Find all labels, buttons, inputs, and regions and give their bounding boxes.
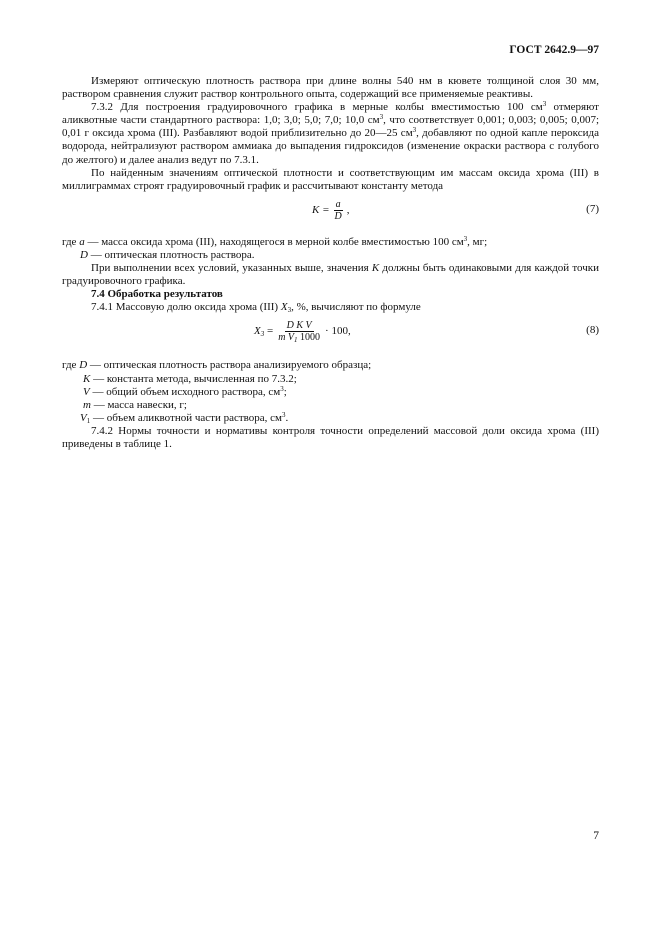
formula-7-fraction: $\frac{a}{D}$ (334, 198, 342, 222)
formula-8: $X_3$ = $\frac{\text{D K V}}{m V_1 1000}$ · 100, (8) (254, 320, 599, 345)
definition-v1: $V_1$ — объем аликвотной части раствора, $см^3$. (80, 410, 289, 425)
formula-7-lhs: K = (312, 203, 330, 216)
paragraph-7-4-2: 7.4.2 Нормы точности и нормативы контроля точности определений массовой доли оксида хрома (III) приведены в таблице 1. (62, 424, 599, 450)
formula-7: K = $\frac{a}{D}$ , (7) (312, 198, 599, 222)
definition-d: где D — оптическая плотность раствора анализируемого образца; (62, 359, 372, 372)
paragraph-7-3-2: 7.3.2 Для построения градуировочного графика в мерные колбы вместимостью 100 $см^3$ отмеряют аликвотные части стандартного раствора: 1,0; 3,0; 5,0; 7,0; 10,0 $см^3$, что соответствует 0,001; 0,003; 0,005; 0,007; 0,01 г оксида хрома (III). Разбавляют водой приблизительно до 20—25 $см^3$, добавляют по одной капле пероксида водорода, нейтрализуют раствором аммиака до выпадения гидроксидов (изменение окраски раствора с голубого до желтого) и далее анализ ведут по 7.3.1. (62, 100, 600, 166)
definition-k: K — константа метода, вычисленная по 7.3.2; (83, 372, 297, 385)
definition-m: m — масса навески, г; (83, 398, 187, 411)
page-content (62, 75, 599, 451)
document-page (62, 0, 599, 936)
paragraph-where-d: D — оптическая плотность раствора. (80, 248, 255, 261)
formula-8-number: (8) (586, 324, 599, 337)
page-number: 7 (593, 830, 599, 842)
symbol-definitions (62, 359, 599, 424)
formula-8-lhs: $X_3$ = (254, 325, 274, 339)
paragraph-conditions: При выполнении всех условий, указанных выше, значения K должны быть одинаковыми для каждой точки градуировочного графика. (62, 262, 600, 288)
doc-code-header: ГОСТ 2642.9—97 (509, 44, 599, 56)
definition-v: V — общий объем исходного раствора, $см^3$; (83, 384, 287, 398)
paragraph-where-a: где a — масса оксида хрома (III), находящегося в мерной колбе вместимостью 100 $см^3$, мг; (62, 234, 488, 248)
formula-7-number: (7) (586, 202, 599, 215)
paragraph-7-4-1: 7.4.1 Массовую долю оксида хрома (III) $X_3$, %, вычисляют по формуле (91, 301, 421, 315)
paragraph-measure: Измеряют оптическую плотность раствора при длине волны 540 нм в кювете толщиной слоя 30 мм, раствором сравнения служит раствор контрольного опыта, содержащий все применяемые реактивы. (62, 75, 599, 101)
section-heading-7-4: 7.4 Обработка результатов (91, 288, 223, 301)
paragraph-constant: По найденным значениям оптической плотности и соответствующим им массам оксида хрома (III) в миллиграммах строят градуировочный график и рассчитывают константу метода (62, 166, 599, 192)
formula-8-fraction: $\frac{\text{D K V}}{m V_1 1000}$ (278, 320, 321, 345)
